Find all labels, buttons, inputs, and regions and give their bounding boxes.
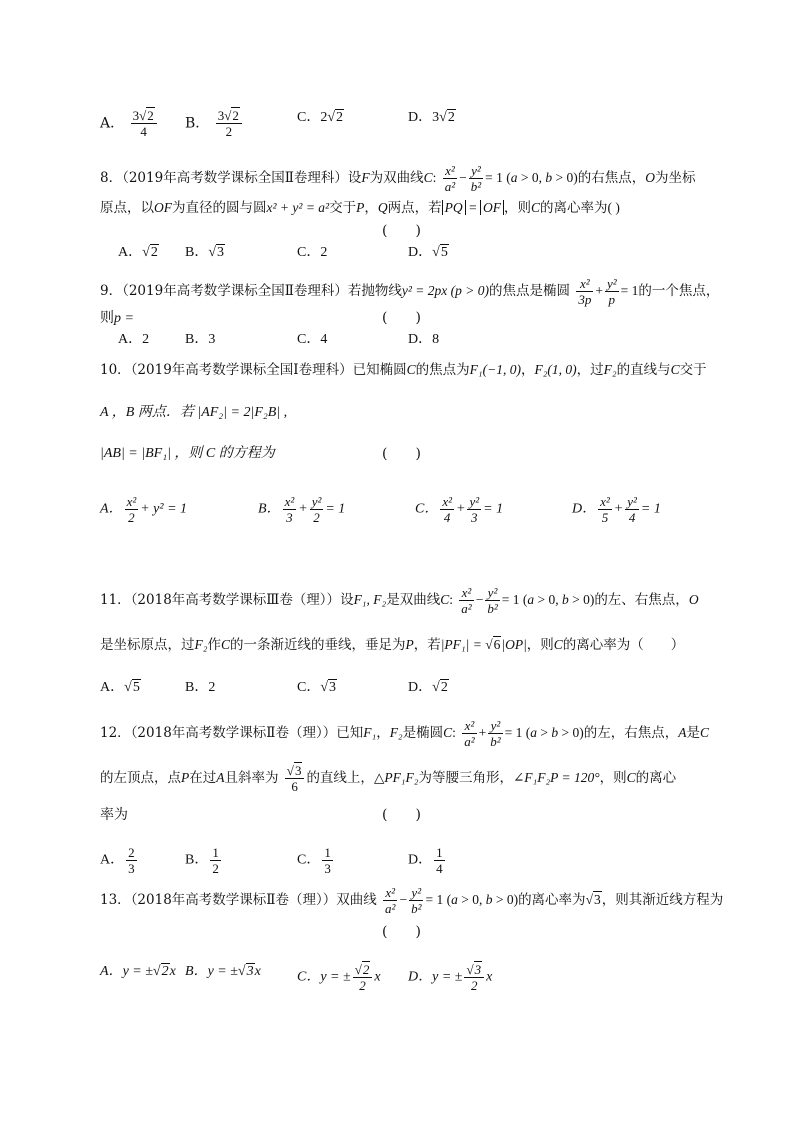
q10-option-d: D． $\frac{\text{x²}}{5}$ + $\frac{\text{y²}}{4}$ = 1 bbox=[572, 494, 661, 525]
q8-stem-line2: 原点，以OF为直径的圆与圆x² + y² = a²交于P，Q两点，若 PQ = OF ，则C的离心率为( ) bbox=[100, 200, 620, 216]
q10-stem-line1: 10．（2019年高考数学课标全国Ⅰ卷理科）已知椭圆C的焦点为F₁(−1, 0)，F₂(1, 0)，过F₂的直线与C交于 bbox=[100, 362, 707, 378]
q13-stem-line1: 13．（2018年高考数学课标Ⅱ卷（理））双曲线 $\frac{\text{x²}}{\text{a²}}$ − $\frac{\text{y²}}{\text{b²}}$ = 1 (a > 0, b > 0)的离心率为√3，则其渐近线方程为 bbox=[100, 885, 724, 916]
q9-answer-blank: ( ) bbox=[382, 310, 421, 326]
q8-option-a: A．√2 bbox=[118, 245, 158, 260]
q10-stem-line2: A ，B 两点．若 |AF₂| = 2|F₂B| , bbox=[100, 405, 288, 420]
q12-option-b: B． $\frac{1}{2}$ bbox=[185, 845, 219, 876]
q13-option-d: D．y = ± $\frac{√3}{2}$ x bbox=[408, 962, 493, 993]
q12-stem-line1: 12．（2018年高考数学课标Ⅱ卷（理））已知F₁，F₂是椭圆C: $\frac{\text{x²}}{\text{a²}}$ + $\frac{\text{y²}}{\text{b²}}$ = 1 (a > b > 0)的左，右焦点，A是C bbox=[100, 718, 710, 749]
q7-option-c: C．2√2 bbox=[297, 110, 344, 125]
q8-option-d: D．√5 bbox=[408, 245, 448, 260]
q11-stem-line2: 是坐标原点，过F₂作C的一条渐近线的垂线，垂足为P，若|PF₁| = √6|OP|，则C的离心率为（ ） bbox=[100, 637, 685, 653]
q9-stem-line2: 则p = bbox=[100, 310, 134, 326]
q10-option-c: C． $\frac{\text{x²}}{4}$ + $\frac{\text{y²}}{3}$ = 1 bbox=[415, 494, 504, 525]
q10-option-a: A． $\frac{\text{x²}}{2}$ + y² = 1 bbox=[100, 494, 188, 525]
q11-option-a: A．√5 bbox=[100, 680, 140, 695]
q12-option-a: A． $\frac{2}{3}$ bbox=[100, 845, 135, 876]
q8-stem-line1: 8．（2019年高考数学课标全国Ⅱ卷理科）设F为双曲线C: $\frac{\text{x²}}{\text{a²}}$ − $\frac{\text{y²}}{\text{b²}}$ = 1 (a > 0, b > 0)的右焦点，O为坐标 bbox=[100, 163, 696, 194]
q13-answer-blank: ( ) bbox=[382, 924, 421, 940]
q8-option-c: C．2 bbox=[297, 245, 328, 260]
q7-option-d: D．3√2 bbox=[408, 110, 455, 125]
q12-stem-line2: 的左顶点，点P在过A且斜率为 $\frac{√3}{6}$ 的直线上，△PF₁F₂为等腰三角形，∠F₁F₂P = 120°，则C的离心 bbox=[100, 763, 677, 794]
q12-option-d: D． $\frac{1}{4}$ bbox=[408, 845, 443, 876]
q12-stem-line3: 率为 bbox=[100, 807, 128, 823]
q9-stem-line1: 9．（2019年高考数学课标全国Ⅱ卷理科）若抛物线y² = 2px (p > 0)的焦点是椭圆 $\frac{\text{x²}}{3p}$ + $\frac{\text{y²}}{p}$ = 1的一个焦点， bbox=[100, 276, 720, 307]
q8-answer-blank: ( ) bbox=[382, 223, 421, 239]
q13-option-a: A．y = ±√2x bbox=[100, 964, 176, 979]
q9-option-d: D．8 bbox=[408, 332, 440, 347]
q7-option-a: A． $\frac{3√2}{4}$ bbox=[100, 108, 159, 139]
q11-option-c: C．√3 bbox=[297, 680, 337, 695]
q11-option-d: D．√2 bbox=[408, 680, 448, 695]
q11-stem-line1: 11．（2018年高考数学课标Ⅲ卷（理））设F₁, F₂是双曲线C: $\frac{\text{x²}}{\text{a²}}$ − $\frac{\text{y²}}{\text{b²}}$ = 1 (a > 0, b > 0)的左、右焦点，O bbox=[100, 585, 699, 616]
q7-option-a-fraction: $\frac{3√2}{4}$ bbox=[131, 108, 157, 139]
q13-option-b: B．y = ±√3x bbox=[185, 964, 261, 979]
q9-option-a: A．2 bbox=[118, 332, 150, 347]
q12-option-c: C． $\frac{1}{3}$ bbox=[297, 845, 331, 876]
q8-option-b: B．√3 bbox=[185, 245, 225, 260]
q10-answer-blank: ( ) bbox=[382, 446, 421, 462]
q12-answer-blank: ( ) bbox=[382, 807, 421, 823]
q7-option-b: B． $\frac{3√2}{2}$ bbox=[185, 108, 244, 139]
q10-stem-line3: |AB| = |BF₁| ，则 C 的方程为 bbox=[100, 446, 275, 461]
q9-option-c: C．4 bbox=[297, 332, 328, 347]
q9-option-b: B．3 bbox=[185, 332, 216, 347]
q10-option-b: B． $\frac{\text{x²}}{3}$ + $\frac{\text{y²}}{2}$ = 1 bbox=[258, 494, 346, 525]
q13-option-c: C．y = ± $\frac{√2}{2}$ x bbox=[297, 962, 381, 993]
q11-option-b: B．2 bbox=[185, 680, 216, 695]
